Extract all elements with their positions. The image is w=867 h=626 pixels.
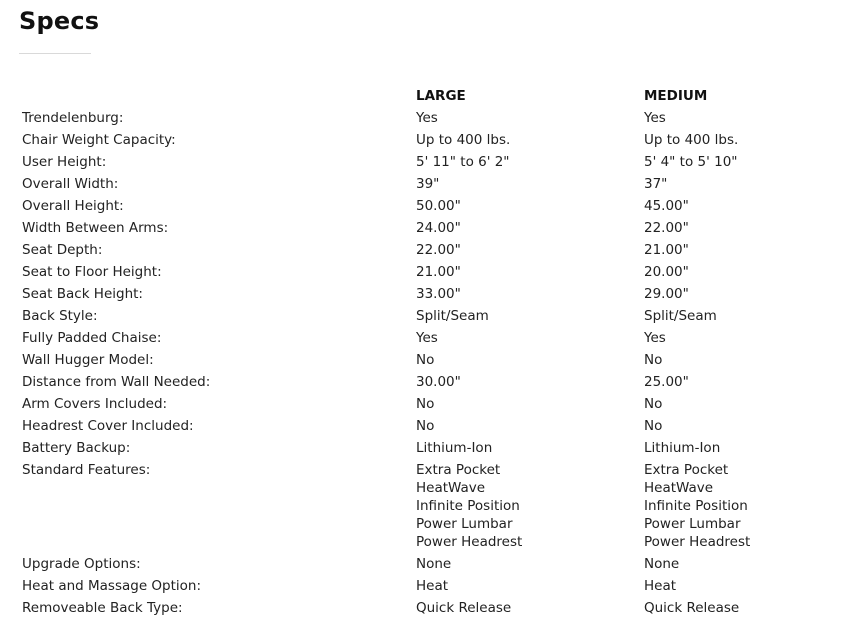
spec-large: No: [416, 396, 435, 412]
spec-medium: 5' 4" to 5' 10": [644, 154, 738, 170]
spec-label: Removeable Back Type:: [22, 600, 183, 616]
spec-label: Seat Back Height:: [22, 286, 143, 302]
spec-large: Heat: [416, 578, 449, 594]
spec-label: Overall Height:: [22, 198, 124, 214]
spec-label: Width Between Arms:: [22, 220, 169, 236]
table-row: [22, 175, 852, 197]
spec-large: Lithium-Ion: [416, 440, 493, 456]
spec-label: Heat and Massage Option:: [22, 578, 202, 594]
spec-large: Yes: [416, 330, 438, 346]
feature-item: Power Lumbar: [644, 516, 741, 532]
spec-medium: Yes: [644, 110, 666, 126]
spec-label: Battery Backup:: [22, 440, 131, 456]
spec-label: Arm Covers Included:: [22, 396, 168, 412]
spec-large: 33.00": [416, 286, 461, 302]
table-row: [22, 395, 852, 417]
spec-label: Chair Weight Capacity:: [22, 132, 176, 148]
table-row: [22, 131, 852, 153]
feature-item: HeatWave: [416, 480, 486, 496]
spec-label: Fully Padded Chaise:: [22, 330, 162, 346]
spec-large: 22.00": [416, 242, 461, 258]
spec-medium: Heat: [644, 578, 677, 594]
spec-large: 30.00": [416, 374, 461, 390]
spec-label: Distance from Wall Needed:: [22, 374, 211, 390]
table-row: [22, 307, 852, 329]
spec-large: 21.00": [416, 264, 461, 280]
table-row: [22, 417, 852, 439]
spec-medium: Up to 400 lbs.: [644, 132, 739, 148]
spec-large: Quick Release: [416, 600, 512, 616]
spec-medium: No: [644, 418, 663, 434]
table-row: [22, 219, 852, 241]
spec-medium: None: [644, 556, 680, 572]
spec-medium: No: [644, 352, 663, 368]
table-row: [22, 329, 852, 351]
table-row: [22, 373, 852, 395]
spec-large: 24.00": [416, 220, 461, 236]
spec-label: Headrest Cover Included:: [22, 418, 194, 434]
spec-medium: Quick Release: [644, 600, 740, 616]
feature-item: Power Headrest: [416, 534, 523, 550]
spec-medium: 21.00": [644, 242, 689, 258]
spec-large: 39": [416, 176, 440, 192]
header-label: [22, 87, 416, 109]
spec-large: No: [416, 352, 435, 368]
table-row: [22, 351, 852, 373]
specs-table: [22, 87, 852, 621]
spec-large: Split/Seam: [416, 308, 489, 324]
spec-large: No: [416, 418, 435, 434]
feature-item: Infinite Position: [644, 498, 748, 514]
spec-medium: 37": [644, 176, 668, 192]
feature-item: HeatWave: [644, 480, 714, 496]
table-row: [22, 197, 852, 219]
feature-item: Power Headrest: [644, 534, 751, 550]
spec-medium: 45.00": [644, 198, 689, 214]
header-row: [22, 87, 852, 109]
spec-medium: Yes: [644, 330, 666, 346]
standard-features-row: [22, 461, 852, 555]
spec-label: Trendelenburg:: [22, 110, 124, 126]
page-title: Specs: [19, 7, 100, 35]
table-row: [22, 577, 852, 599]
spec-label: Seat Depth:: [22, 242, 103, 258]
spec-label: Standard Features:: [22, 462, 151, 478]
table-row: [22, 439, 852, 461]
spec-medium: 20.00": [644, 264, 689, 280]
spec-medium: 22.00": [644, 220, 689, 236]
spec-label: Wall Hugger Model:: [22, 352, 154, 368]
feature-item: Infinite Position: [416, 498, 520, 514]
heading-underline: [19, 53, 91, 54]
spec-label: Back Style:: [22, 308, 98, 324]
spec-medium: 29.00": [644, 286, 689, 302]
header-medium: MEDIUM: [644, 88, 708, 104]
spec-large: 50.00": [416, 198, 461, 214]
spec-medium: 25.00": [644, 374, 689, 390]
spec-label: Overall Width:: [22, 176, 119, 192]
table-row: [22, 263, 852, 285]
table-row: [22, 241, 852, 263]
spec-medium: Lithium-Ion: [644, 440, 721, 456]
spec-label: User Height:: [22, 154, 107, 170]
table-row: [22, 109, 852, 131]
table-row: [22, 555, 852, 577]
spec-large: 5' 11" to 6' 2": [416, 154, 510, 170]
standard-features-medium: [644, 461, 852, 555]
table-row: [22, 599, 852, 621]
spec-large: Yes: [416, 110, 438, 126]
feature-item: Extra Pocket: [644, 462, 729, 478]
table-row: [22, 285, 852, 307]
feature-item: Extra Pocket: [416, 462, 501, 478]
header-large: LARGE: [416, 88, 466, 104]
spec-large: Up to 400 lbs.: [416, 132, 511, 148]
spec-large: None: [416, 556, 452, 572]
spec-medium: Split/Seam: [644, 308, 717, 324]
feature-item: Power Lumbar: [416, 516, 513, 532]
spec-label: Seat to Floor Height:: [22, 264, 162, 280]
spec-label: Upgrade Options:: [22, 556, 141, 572]
spec-medium: No: [644, 396, 663, 412]
standard-features-large: [416, 461, 644, 555]
table-row: [22, 153, 852, 175]
